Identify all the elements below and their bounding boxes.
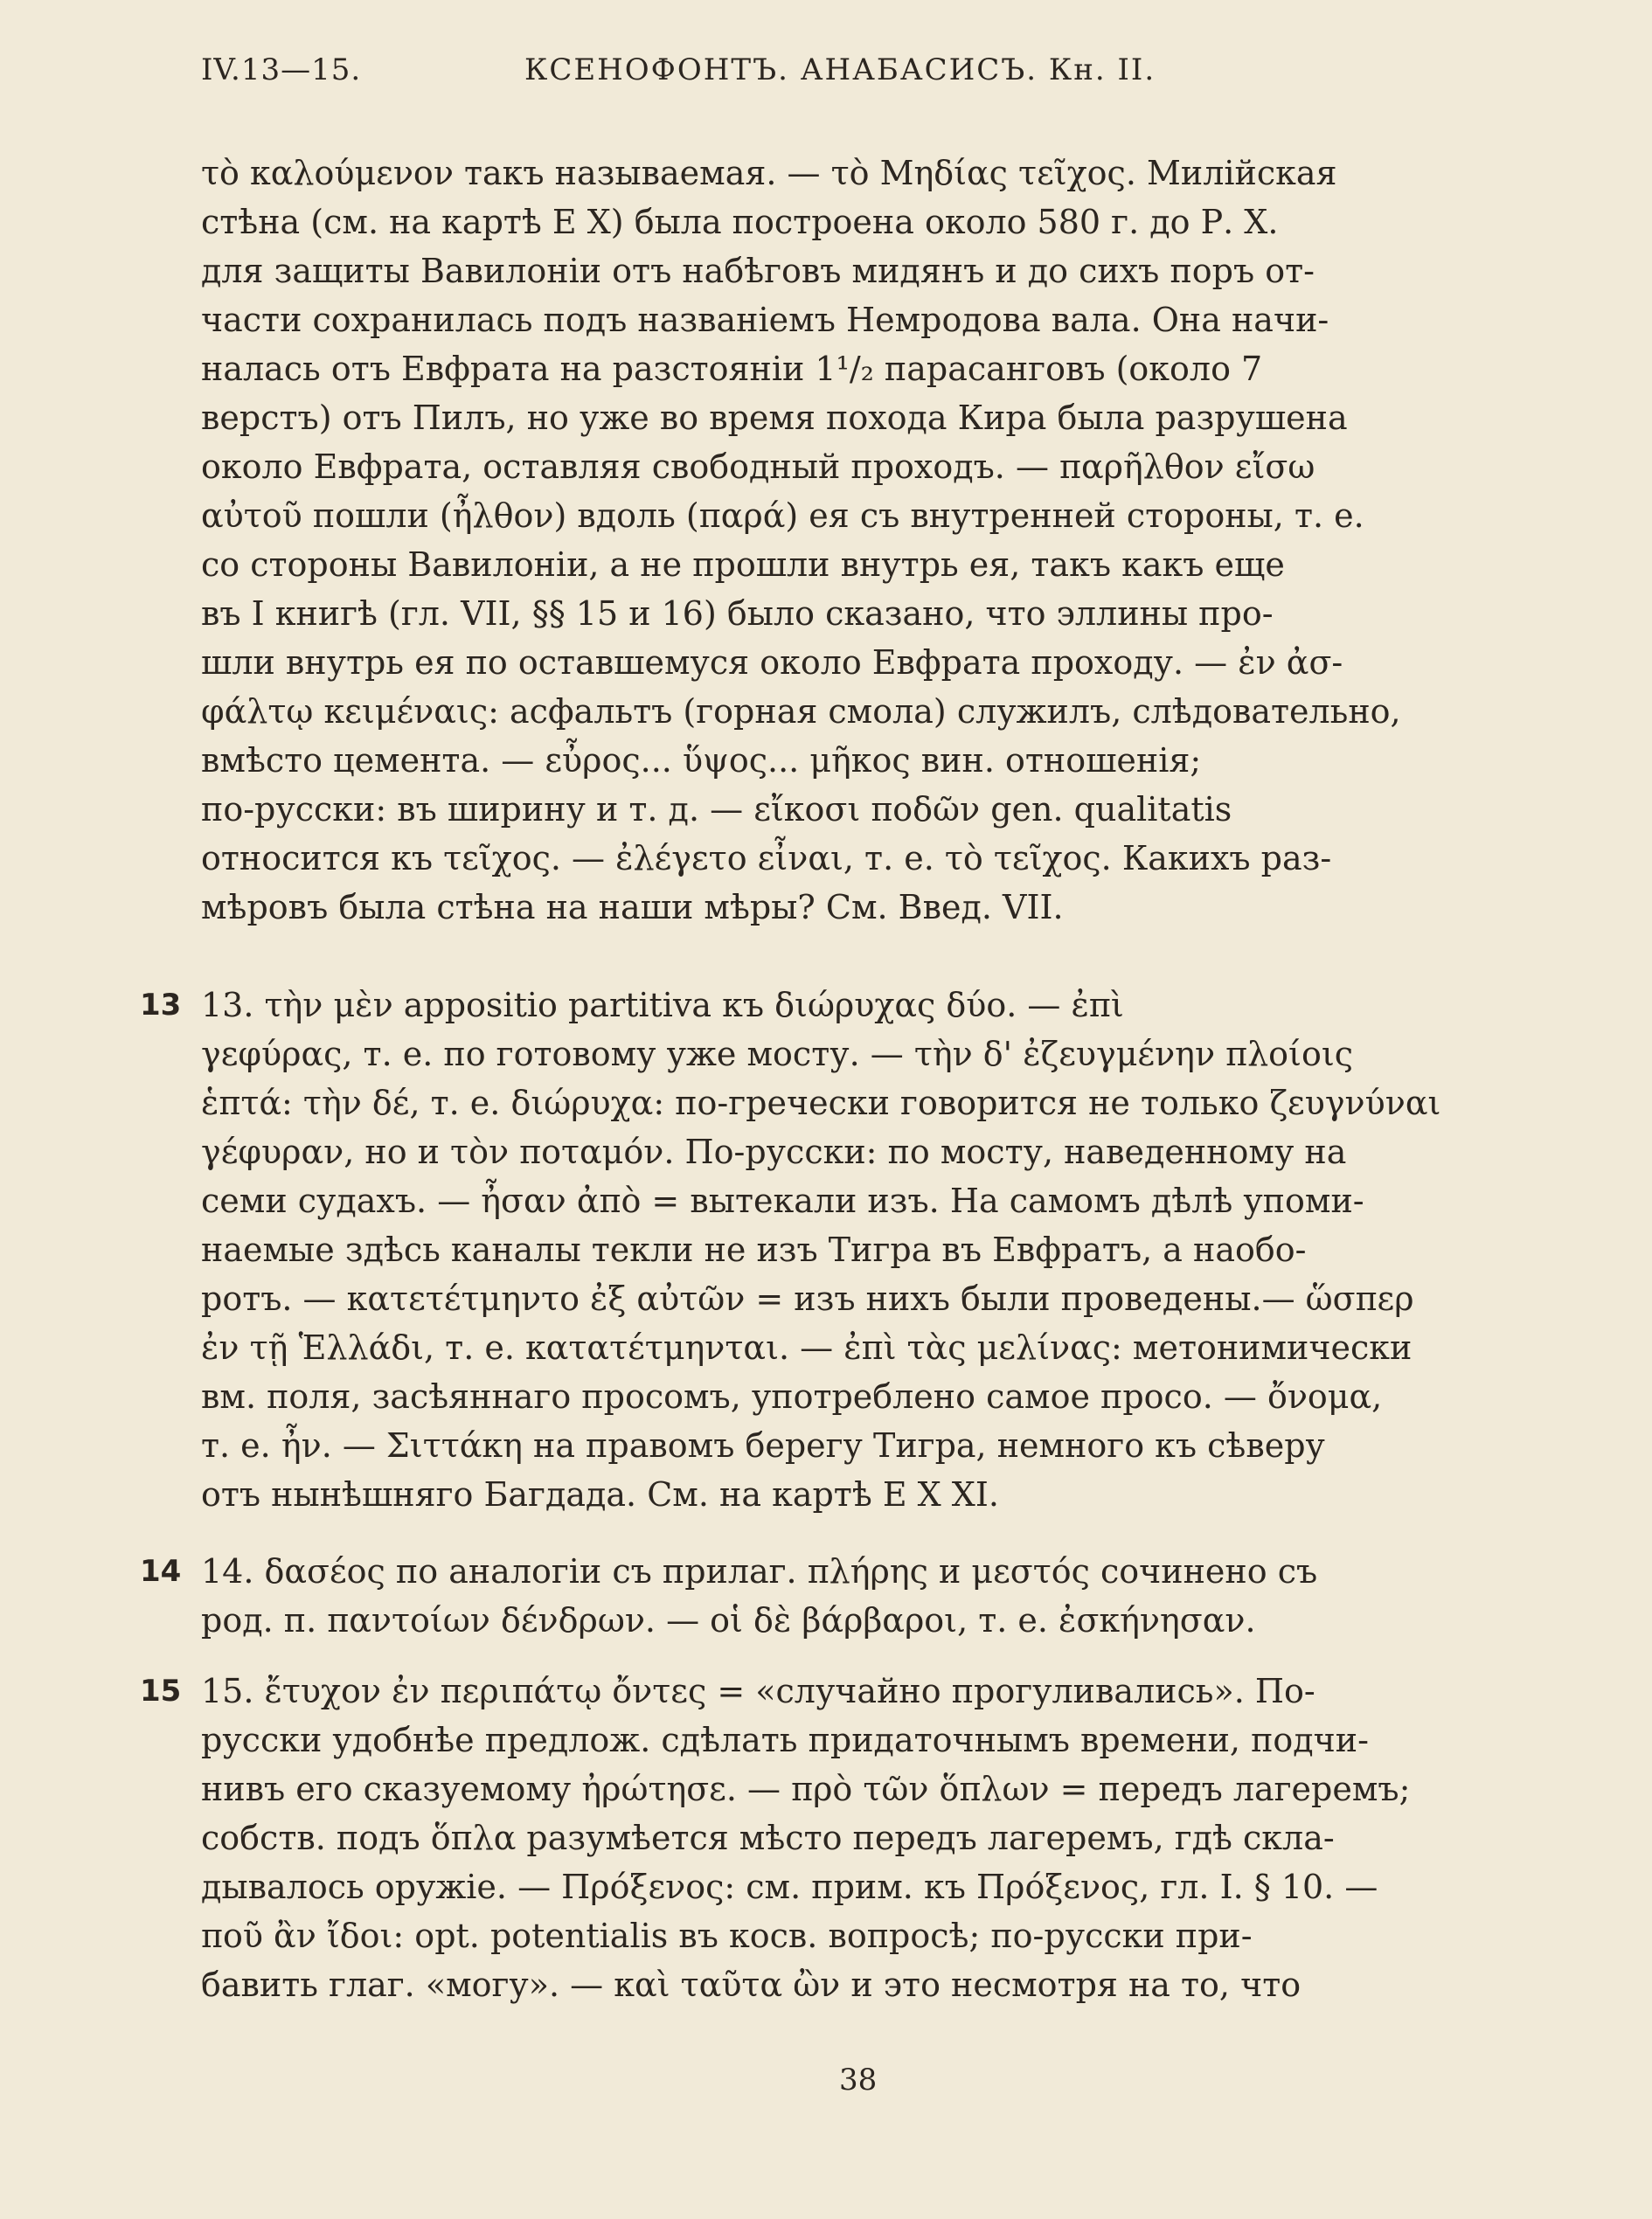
text-line: налась отъ Евфрата на разстояніи 1¹/₂ парасанговъ (около 7: [201, 350, 1263, 388]
text-line: 15. ἔτυχον ἐν περιπάτῳ ὄντες = «случайно прогуливались». По-: [201, 1672, 1315, 1710]
text-line: αὐτοῦ пошли (ἦλθον) вдоль (παρά) ея съ внутренней стороны, т. е.: [201, 496, 1364, 535]
text-line: 14. δασέος по аналогіи съ прилаг. πλήρης и μεστός сочинено съ: [201, 1552, 1318, 1591]
text-line: дывалось оружіе. — Πρόξενος: см. прим. къ Πρόξενος, гл. I. § 10. —: [201, 1868, 1378, 1906]
text-line: род. п. παντοίων δένδρων. — οἱ δὲ βάρβαροι, т. е. ἐσκήνησαν.: [201, 1601, 1256, 1640]
margin-number: 14: [140, 1554, 182, 1589]
running-header: [201, 52, 1512, 101]
text-line: вм. поля, засѣяннаго просомъ, употреблено самое просо. — ὄνομα,: [201, 1377, 1383, 1416]
margin-number: 15: [140, 1674, 182, 1709]
text-line: собств. подъ ὅπλα разумѣется мѣсто передъ лагеремъ, гдѣ скла-: [201, 1819, 1335, 1857]
text-line: русски удобнѣе предлож. сдѣлать придаточнымъ времени, подчи-: [201, 1721, 1369, 1759]
text-line: части сохранилась подъ названіемъ Немродова вала. Она начи-: [201, 301, 1329, 339]
text-line: нивъ его сказуемому ἠρώτησε. — πρὸ τῶν ὅπλων = передъ лагеремъ;: [201, 1770, 1411, 1808]
paragraph-continuation: [201, 149, 1521, 932]
paragraph-15: [201, 1667, 1521, 2009]
text-line: отъ нынѣшняго Багдада. См. на картѣ E X XI.: [201, 1475, 999, 1514]
text-line: вмѣсто цемента. — εὖρος... ὕψος... μῆκος вин. отношенія;: [201, 741, 1202, 780]
text-line: т. е. ἦν. — Σιττάκη на правомъ берегу Тигра, немного къ сѣверу: [201, 1426, 1325, 1465]
text-line: верстъ) отъ Пилъ, но уже во время похода Кира была разрушена: [201, 399, 1348, 437]
text-line: γέφυραν, но и τὸν ποταμόν. По-русски: по мосту, наведенному на: [201, 1133, 1347, 1171]
text-line: шли внутрь ея по оставшемуся около Евфрата проходу. — ἐν ἀσ-: [201, 643, 1343, 682]
text-line: τὸ καλούμενον такъ называемая. — τὸ Μηδίας τεῖχος. Милійская: [201, 154, 1337, 192]
text-line: бавить глаг. «могу». — καὶ ταῦτα ὢν и это несмотря на то, что: [201, 1966, 1301, 2004]
text-line: мѣровъ была стѣна на наши мѣры? См. Введ. VII.: [201, 888, 1064, 926]
text-line: 13. τὴν μὲν appositio partitiva къ διώρυχας δύο. — ἐπὶ: [201, 986, 1124, 1024]
paragraph-13: [201, 981, 1521, 1519]
text-line: ἐν τῇ Ἑλλάδι, т. е. κατατέτμηνται. — ἐπὶ τὰς μελίνας: метонимически: [201, 1328, 1413, 1367]
text-line: около Евфрата, оставляя свободный проходъ. — παρῆλθον εἴσω: [201, 447, 1315, 486]
text-line: наемые здѣсь каналы текли не изъ Тигра въ Евфратъ, а наобо-: [201, 1231, 1307, 1269]
text-line: по-русски: въ ширину и т. д. — εἴκοσι ποδῶν gen. qualitatis: [201, 790, 1232, 829]
text-line: стѣна (см. на картѣ E X) была построена около 580 г. до Р. Х.: [201, 203, 1279, 241]
text-line: въ I книгѣ (гл. VII, §§ 15 и 16) было сказано, что эллины про-: [201, 594, 1274, 633]
text-line: относится къ τεῖχος. — ἐλέγετο εἶναι, т. е. τὸ τεῖχος. Какихъ раз-: [201, 839, 1332, 877]
text-line: ротъ. — κατετέτμηντο ἐξ αὐτῶν = изъ нихъ были проведены.— ὥσπερ: [201, 1279, 1414, 1318]
text-line: для защиты Вавилоніи отъ набѣговъ мидянъ и до сихъ поръ от-: [201, 252, 1315, 290]
running-title: КСЕНОФОНТЪ. АНАБАСИСЪ. Кн. II.: [524, 52, 1156, 87]
text-line: γεφύρας, т. е. по готовому уже мосту. — τὴν δ' ἐζευγμένην πλοίοις: [201, 1035, 1354, 1073]
text-line: ἑπτά: τὴν δέ, т. е. διώρυχα: по-гречески говорится не только ζευγνύναι: [201, 1084, 1441, 1122]
margin-number: 13: [140, 988, 182, 1023]
page-number: 38: [839, 2063, 878, 2098]
text-line: ποῦ ἂν ἴδοι: opt. potentialis въ косв. вопросѣ; по-русски при-: [201, 1917, 1253, 1955]
text-line: φάλτῳ κειμέναις: асфальтъ (горная смола) служилъ, слѣдовательно,: [201, 692, 1401, 731]
section-reference: IV.13—15.: [201, 52, 362, 87]
text-line: со стороны Вавилоніи, а не прошли внутрь ея, такъ какъ еще: [201, 545, 1285, 584]
text-line: семи судахъ. — ἦσαν ἀπὸ = вытекали изъ. На самомъ дѣлѣ упоми-: [201, 1182, 1364, 1220]
paragraph-14: [201, 1547, 1521, 1645]
